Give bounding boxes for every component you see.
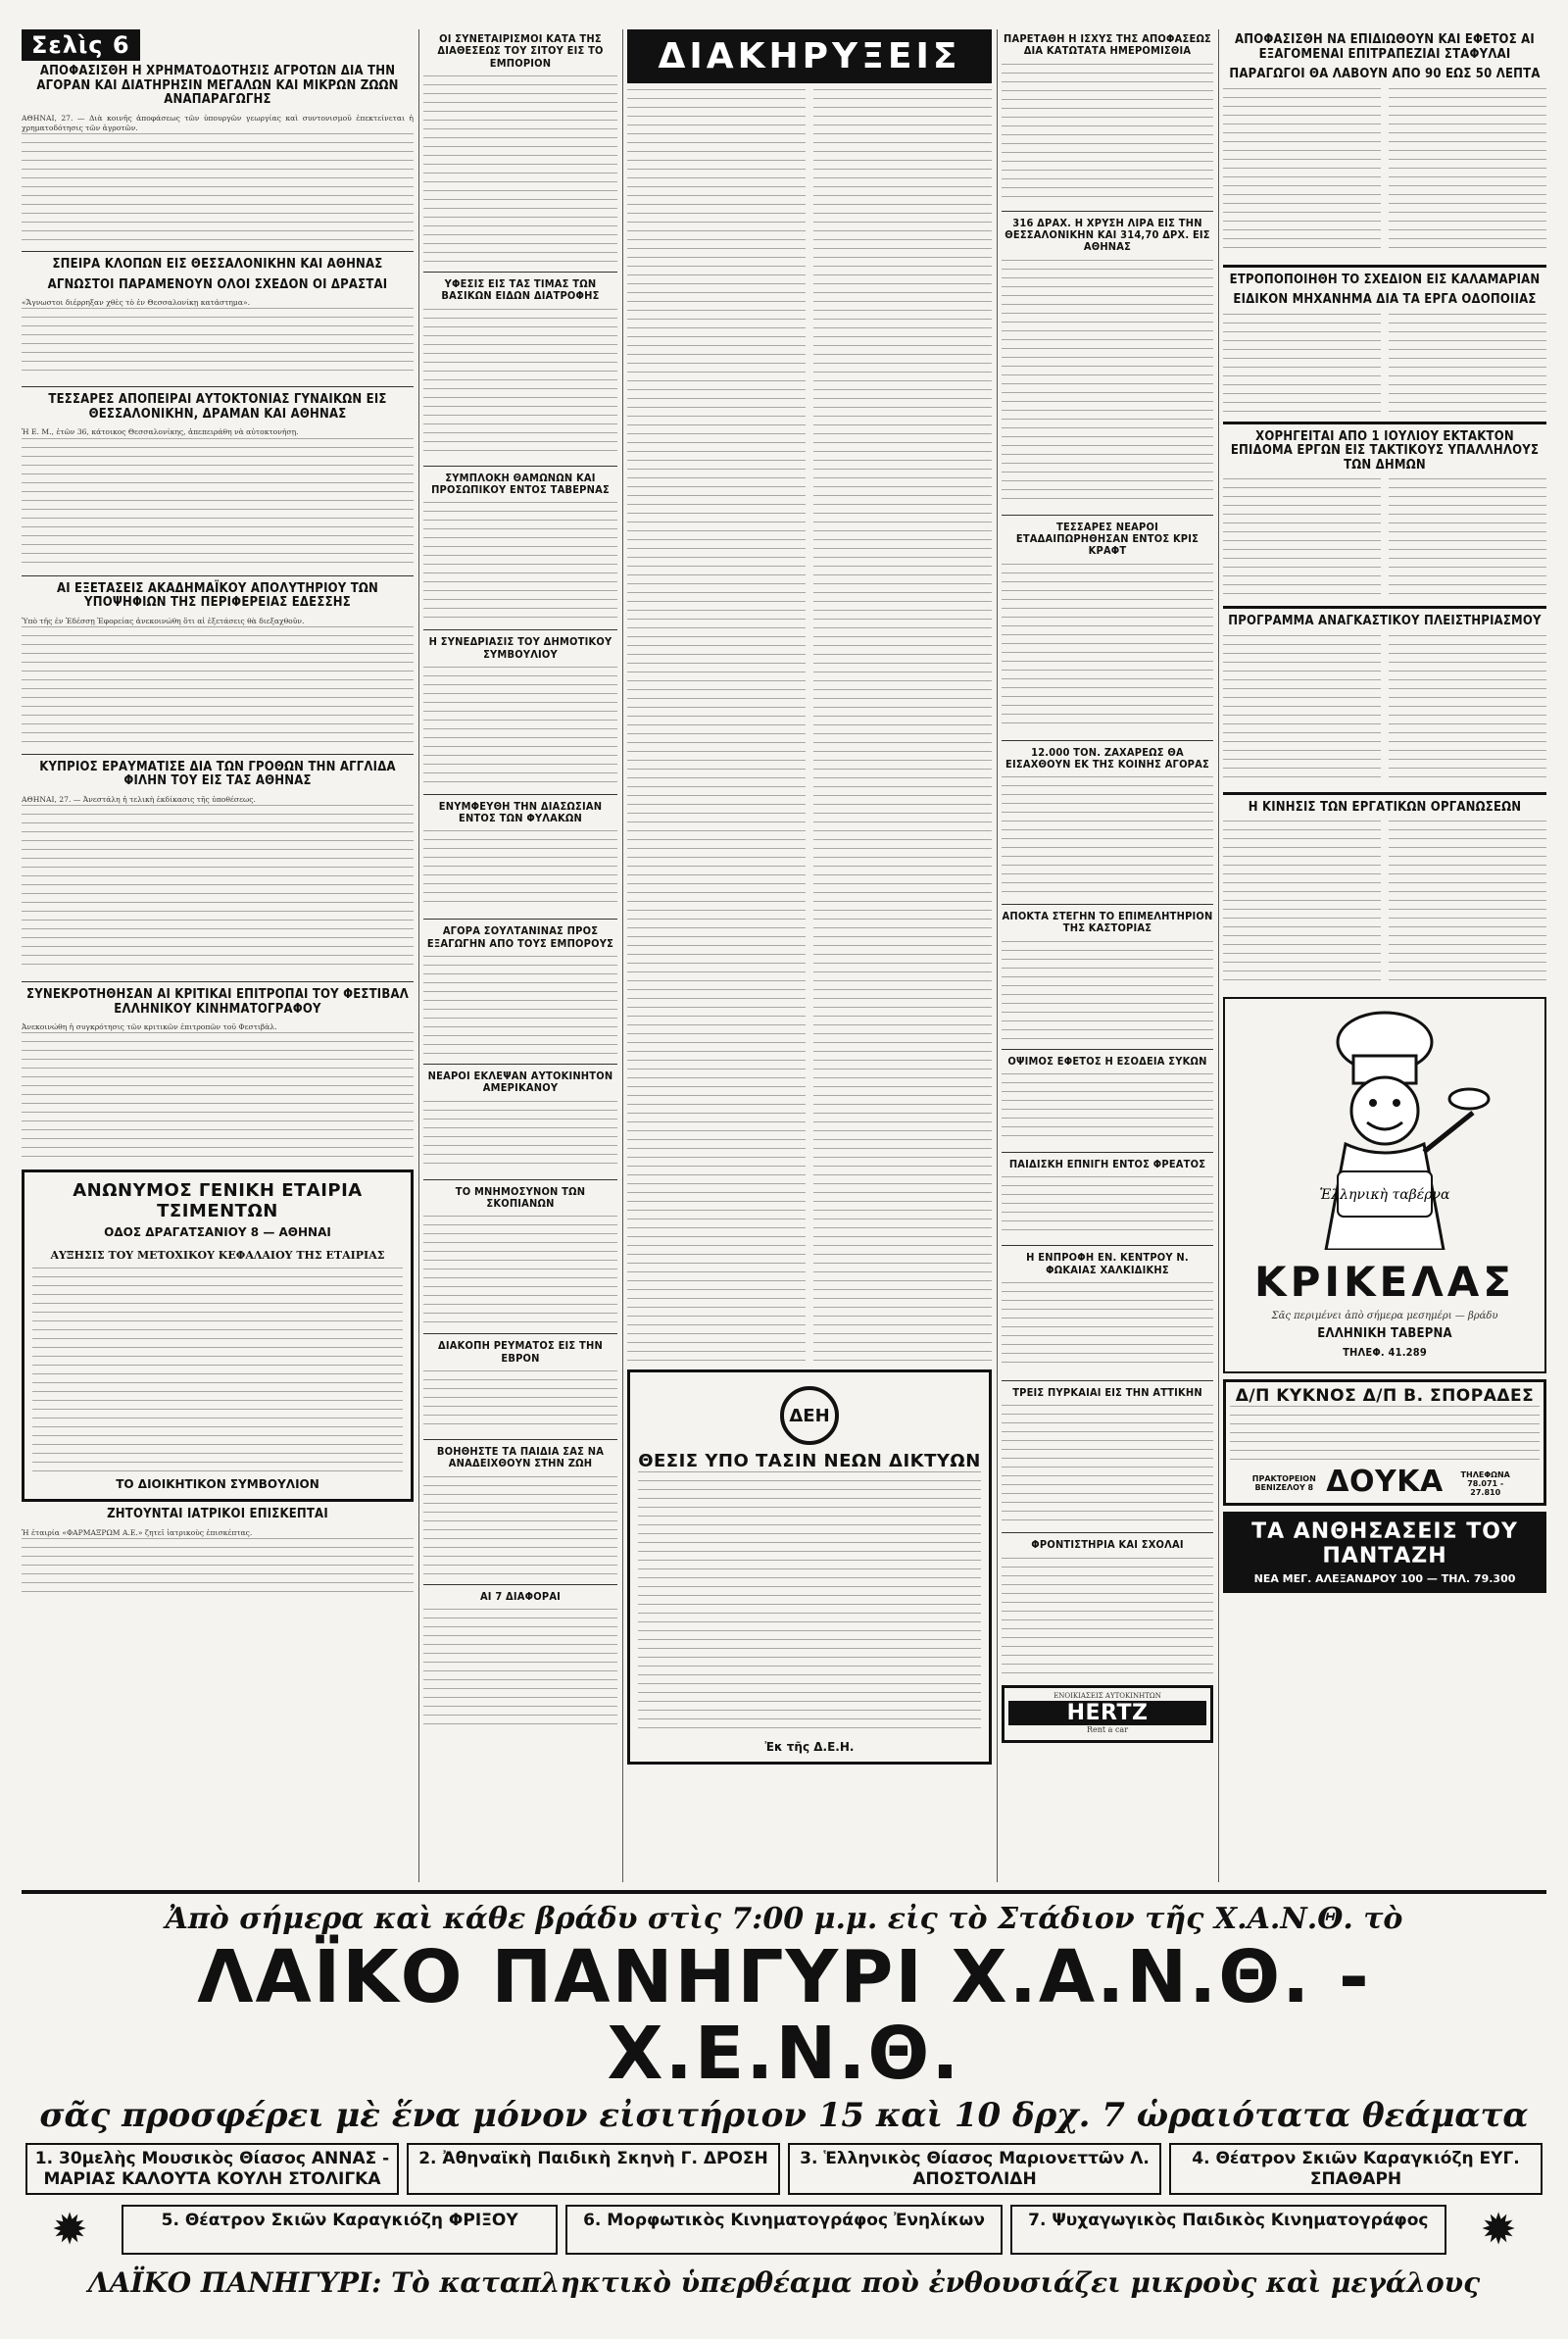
article [22,393,414,565]
subheadline: ΠΑΡΑΓΩΓΟΙ ΘΑ ΛΑΒΟΥΝ ΑΠΟ 90 ΕΩΣ 50 ΛΕΠΤΑ [1229,67,1541,82]
article-body-right [1389,821,1546,987]
ad-address: ΟΔΟΣ ΔΡΑΓΑΤΣΑΝΙΟΥ 8 — ΑΘΗΝΑΙ [104,1225,331,1240]
article-body-right [1389,88,1546,255]
ferry-phone: ΤΗΛΕΦΩΝΑ 78.071 - 27.810 [1460,1469,1510,1497]
shows-row-bottom [25,2205,1543,2255]
headline: ΔΙΑΚΟΠΗ ΡΕΥΜΑΤΟΣ ΕΙΣ ΤΗΝ ΕΒΡΟΝ [438,1339,603,1365]
article-body [22,438,414,566]
headline: ΑΙ ΕΞΕΤΑΣΕΙΣ ΑΚΑΔΗΜΑΪΚΟΥ ΑΠΟΛΥΤΗΡΙΟΥ ΤΩΝ ΥΠΟΨΗΦΙΩΝ ΤΗΣ ΠΕΡΙΦΕΡΕΙΑΣ ΕΔΕΣΣΗΣ [56,580,379,611]
divider [423,1179,617,1180]
article [423,33,617,262]
article-body [1002,1405,1213,1522]
subheadline: ΑΓΝΩΣΤΟΙ ΠΑΡΑΜΕΝΟΥΝ ΟΛΟΙ ΣΧΕΔΟΝ ΟΙ ΔΡΑΣΤΑΙ [47,276,388,292]
column-rule [997,29,998,1882]
shows-row-top [25,2143,1543,2195]
article-body [423,309,617,456]
ferry-office: ΠΡΑΚΤΟΡΕΙΟΝ ΒΕΝΙΖΕΛΟΥ 8 [1251,1474,1316,1493]
divider [423,1064,617,1065]
headline: ΟΙ ΣΥΝΕΤΑΙΡΙΣΜΟΙ ΚΑΤΑ ΤΗΣ ΔΙΑΘΕΣΕΩΣ ΤΟΥ ΣΙΤΟΥ ΕΙΣ ΤΟ ΕΜΠΟΡΙΟΝ [437,32,604,70]
divider [1002,1049,1213,1050]
article [22,65,414,241]
headline: ΒΟΗΘΗΣΤΕ ΤΑ ΠΑΙΔΙΑ ΣΑΣ ΝΑ ΑΝΑΔΕΙΧΘΟΥΝ ΣΤΗΝ ΖΩΗ [436,1444,605,1470]
divider [1002,904,1213,905]
article-lead: ΑΘΗΝΑΙ, 27. — Διὰ κοινῆς ἀποφάσεως τῶν ὑπουργῶν γεωργίας καὶ συντονισμοῦ ἐπεκτείνεται ἡ χρηματοδότησις τῶν ἀγροτῶν. [22,113,414,132]
article-body [423,1101,617,1170]
headline: ΣΥΝΕΚΡΟΤΗΘΗΣΑΝ ΑΙ ΚΡΙΤΙΚΑΙ ΕΠΙΤΡΟΠΑΙ ΤΟΥ ΦΕΣΤΙΒΑΛ ΕΛΛΗΝΙΚΟΥ ΚΙΝΗΜΑΤΟΓΡΑΦΟΥ [26,987,409,1017]
article-body [423,75,617,262]
dei-logo-icon: ΔΕΗ [780,1386,839,1445]
article-body [1002,64,1213,201]
column-4 [1002,29,1213,1882]
divider [1223,265,1546,268]
article [1002,522,1213,730]
divider [1223,422,1546,424]
dei-notice [627,1369,992,1765]
divider [423,466,617,467]
article-body [1002,1176,1213,1235]
banner-offer: σᾶς προσφέρει μὲ ἕνα μόνον εἰσιτήριον 15 καὶ 10 δρχ. 7 ὡραιότατα θεάματα [39,2096,1529,2136]
article-body-left [1223,88,1381,255]
article [1002,747,1213,895]
article-body [423,830,617,909]
headline: ΠΑΙΔΙΣΚΗ ΕΠΝΙΓΗ ΕΝΤΟΣ ΦΡΕΑΤΟΣ [1008,1158,1206,1171]
headline: ΦΡΟΝΤΙΣΤΗΡΙΑ ΚΑΙ ΣΧΟΛΑΙ [1031,1538,1184,1552]
article-body-left [1223,821,1381,987]
show-item: 7. Ψυχαγωγικὸς Παιδικὸς Κινηματογράφος [1010,2205,1446,2255]
article-body [423,667,617,784]
article-lead: Ἡ Ε. Μ., ἐτῶν 36, κάτοικος Θεσσαλονίκης, ἀπεπειράθη νὰ αὐτοκτονήσῃ. [22,427,299,437]
article [22,1508,414,1597]
article-body-left [1223,314,1381,412]
headline: Η ΣΥΝΕΔΡΙΑΣΙΣ ΤΟΥ ΔΗΜΟΤΙΚΟΥ ΣΥΜΒΟΥΛΙΟΥ [428,635,612,661]
divider [1002,1532,1213,1533]
article-body-left [1223,478,1381,596]
star-ornament-icon: ✹ [1480,2205,1517,2256]
headline: ΥΦΕΣΙΣ ΕΙΣ ΤΑΣ ΤΙΜΑΣ ΤΩΝ ΒΑΣΙΚΩΝ ΕΙΔΩΝ ΔΙΑΤΡΟΦΗΣ [441,276,600,303]
pantazi-title: ΤΑ ΑΝΘΗΣΑΣΕΙΣ ΤΟΥ ΠΑΝΤΑΖΗ [1251,1518,1518,1568]
headline: ΖΗΤΟΥΝΤΑΙ ΙΑΤΡΙΚΟΙ ΕΠΙΣΚΕΠΤΑΙ [107,1507,328,1522]
article [22,582,414,744]
dei-title: ΘΕΣΙΣ ΥΠΟ ΤΑΣΙΝ ΝΕΩΝ ΔΙΚΤΥΩΝ [638,1451,981,1471]
article-body [22,805,414,971]
column-rule [622,29,623,1882]
article [1223,801,1546,988]
divider [423,272,617,273]
show-item: 1. 30μελὴς Μουσικὸς Θίασος ΑΝΝΑΣ - ΜΑΡΙΑΣ ΚΑΛΟΥΤΑ ΚΟΥΛΗ ΣΤΟΛΙΓΚΑ [25,2143,399,2195]
article [22,988,414,1160]
article-body [22,1538,414,1597]
column-1 [22,29,414,1882]
headline: Η ΕΝΠΡΟΦΗ ΕΝ. ΚΕΝΤΡΟΥ Ν. ΦΩΚΑΙΑΣ ΧΑΛΚΙΔΙΚΗΣ [1026,1251,1189,1276]
article [423,1186,617,1324]
article-body [22,308,414,376]
article [1223,430,1546,597]
article [423,473,617,621]
show-item: 5. Θέατρον Σκιῶν Καραγκιόζη ΦΡΙΞΟΥ [122,2205,558,2255]
divider [1002,740,1213,741]
krikelas-name: ΚΡΙΚΕΛΑΣ [1254,1258,1515,1307]
article [22,258,414,376]
divider [1002,1152,1213,1153]
article-body [1002,941,1213,1039]
announcements-left [627,89,806,1364]
dei-body [638,1471,981,1736]
article-body-right [1389,635,1546,782]
article-lead: «Ἄγνωστοι διέρρηξαν χθὲς τὸ ἐν Θεσσαλονίκῃ κατάστημα». [22,298,251,308]
article-body [1223,88,1546,255]
show-item: 4. Θέατρον Σκιῶν Καραγκιόζη ΕΥΓ. ΣΠΑΘΑΡΗ [1169,2143,1543,2195]
headline: ΤΟ ΜΝΗΜΟΣΥΝΟΝ ΤΩΝ ΣΚΟΠΙΑΝΩΝ [455,1184,586,1210]
column-rule [418,29,419,1882]
article [1223,615,1546,782]
article-body [1002,1073,1213,1142]
article-body-right [1389,314,1546,412]
divider [1002,211,1213,212]
article-body [423,1476,617,1574]
headline: ΝΕΑΡΟΙ ΕΚΛΕΨΑΝ ΑΥΤΟΚΙΝΗΤΟΝ ΑΜΕΡΙΚΑΝΟΥ [427,1070,613,1095]
headline: ΠΑΡΕΤΑΘΗ Η ΙΣΧΥΣ ΤΗΣ ΑΠΟΦΑΣΕΩΣ ΔΙΑ ΚΑΤΩΤΑΤΑ ΗΜΕΡΟΜΙΣΘΙΑ [1003,32,1212,58]
article-lead: Ἡ ἐταιρία «ΦΑΡΜΑΞΡΩΜ Α.Ε.» ζητεῖ ἰατρικοὺς ἐπισκέπτας. [22,1527,253,1537]
ferry-agency-name: ΔΟΥΚΑ [1326,1464,1444,1499]
article-body [22,133,414,241]
hertz-ad [1002,1685,1213,1743]
headline: 316 ΔΡΑΧ. Η ΧΡΥΣΗ ΛΙΡΑ ΕΙΣ ΤΗΝ ΘΕΣΣΑΛΟΝΙΚΗΝ ΚΑΙ 314,70 ΔΡΧ. ΕΙΣ ΑΘΗΝΑΣ [1004,216,1210,254]
article [1002,1252,1213,1370]
ferry-title: Δ/Π ΚΥΚΝΟΣ Δ/Π Β. ΣΠΟΡΑΔΕΣ [1235,1385,1535,1406]
pantazi-address: ΝΕΑ ΜΕΓ. ΑΛΕΞΑΝΔΡΟΥ 100 — ΤΗΛ. 79.300 [1253,1571,1516,1585]
divider [423,1584,617,1585]
hertz-brand: HERTZ [1008,1701,1206,1725]
banner-slogan: ΛΑΪΚΟ ΠΑΝΗΓΥΡΙ: Τὸ καταπληκτικὸ ὑπερθέαμα ποὺ ἐνθουσιάζει μικροὺς καὶ μεγάλους [87,2266,1481,2300]
article [423,1591,617,1726]
article-body [1223,821,1546,987]
article-body [423,1609,617,1726]
ferry-agency [1230,1465,1540,1499]
ad-company-name: ΑΝΩΝΥΜΟΣ ΓΕΝΙΚΗ ΕΤΑΙΡΙΑ ΤΣΙΜΕΝΤΩΝ [73,1180,363,1222]
divider [423,794,617,795]
dei-signature: Ἐκ τῆς Δ.Ε.Η. [764,1740,855,1754]
column-rule [1218,29,1219,1882]
headline: ΣΥΜΠΛΟΚΗ ΘΑΜΩΝΩΝ ΚΑΙ ΠΡΟΣΩΠΙΚΟΥ ΕΝΤΟΣ ΤΑΒΕΡΝΑΣ [431,471,610,496]
ad-body [32,1268,403,1473]
article-body [423,1216,617,1323]
article [1002,1539,1213,1674]
article [1002,1056,1213,1142]
cement-company-ad [22,1170,414,1502]
article [1002,1159,1213,1235]
headline: ΣΠΕΙΡΑ ΚΛΟΠΩΝ ΕΙΣ ΘΕΣΣΑΛΟΝΙΚΗΝ ΚΑΙ ΑΘΗΝΑΣ [52,256,383,272]
article-lead: Ἀνεκοινώθη ἡ συγκρότησις τῶν κριτικῶν ἐπιτροπῶν τοῦ Φεστιβὰλ. [22,1022,277,1032]
article-lead: ΑΘΗΝΑΙ, 27. — Ἀνεστάλη ἡ τελικὴ ἐκδίκασις τῆς ὑποθέσεως. [22,794,256,804]
show-item: 3. Ἑλληνικὸς Θίασος Μαριονεττῶν Λ. ΑΠΟΣΤΟΛΙΔΗ [788,2143,1161,2195]
divider [1223,606,1546,609]
announcements-masthead: ΔΙΑΚΗΡΥΞΕΙΣ [627,29,992,83]
headline: ΤΕΣΣΑΡΕΣ ΝΕΑΡΟΙ ΕΤΑΔΑΙΠΩΡΗΘΗΣΑΝ ΕΝΤΟΣ ΚΡΙΣ ΚΡΑΦΤ [1015,520,1200,558]
article-body [1223,635,1546,782]
headline: ΑΠΟΦΑΣΙΣΘΗ ΝΑ ΕΠΙΔΙΩΘΟΥΝ ΚΑΙ ΕΦΕΤΟΣ ΑΙ ΕΞΑΓΟΜΕΝΑΙ ΕΠΙΤΡΑΠΕΖΙΑΙ ΣΤΑΦΥΛΑΙ [1235,32,1535,62]
krikelas-phone: ΤΗΛΕΦ. 41.289 [1343,1346,1427,1360]
tavern-sign-text: Ἑλληνικὴ ταβέρνα [1319,1187,1450,1204]
article [423,801,617,910]
article [423,636,617,784]
article-body [22,626,414,744]
divider [423,629,617,630]
hertz-top: ΕΝΟΙΚΙΑΣΕΙΣ ΑΥΤΟΚΙΝΗΤΩΝ [1054,1691,1161,1700]
divider [1002,515,1213,516]
headline: ΤΡΕΙΣ ΠΥΡΚΑΙΑΙ ΕΙΣ ΤΗΝ ΑΤΤΙΚΗΝ [1012,1386,1202,1399]
article [22,761,414,971]
article-body-right [1389,478,1546,596]
announcements-grid [627,89,992,1364]
article-body [1223,478,1546,596]
divider [22,754,414,755]
article-body [22,1032,414,1160]
show-item: 2. Ἀθηναϊκὴ Παιδικὴ Σκηνὴ Γ. ΔΡΟΣΗ [407,2143,780,2195]
ferry-body [1230,1406,1540,1465]
ad-signature: ΤΟ ΔΙΟΙΚΗΤΙΚΟΝ ΣΥΜΒΟΥΛΙΟΝ [116,1477,319,1492]
article-body [1002,776,1213,894]
column-5 [1223,29,1546,1882]
krikelas-tavern-ad [1223,997,1546,1372]
headline: ΑΠΟΦΑΣΙΣΘΗ Η ΧΡΗΜΑΤΟΔΟΤΗΣΙΣ ΑΓΡΟΤΩΝ ΔΙΑ ΤΗΝ ΑΓΟΡΑΝ ΚΑΙ ΔΙΑΤΗΡΗΣΙΝ ΜΕΓΑΛΩΝ ΚΑΙ ΜΙΚΡΩΝ ΖΩΩΝ ΑΝΑΠΑΡΑΓΩΓΗΣ [36,64,399,108]
headline: ΑΙ 7 ΔΙΑΦΟΡΑΙ [479,1589,562,1603]
hertz-sub: Rent a car [1086,1725,1129,1734]
divider [22,575,414,576]
banner-intro: Ἀπὸ σήμερα καὶ κάθε βράδυ στὶς 7:00 μ.μ. εἰς τὸ Στάδιον τῆς Χ.Α.Ν.Θ. τὸ [165,1902,1403,1936]
article-body [1002,564,1213,730]
headline: ΤΕΣΣΑΡΕΣ ΑΠΟΠΕΙΡΑΙ ΑΥΤΟΚΤΟΝΙΑΣ ΓΥΝΑΙΚΩΝ ΕΙΣ ΘΕΣΣΑΛΟΝΙΚΗΝ, ΔΡΑΜΑΝ ΚΑΙ ΑΘΗΝΑΣ [48,392,387,422]
headline: ΚΥΠΡΙΟΣ ΕΡΑΥΜΑΤΙΣΕ ΔΙΑ ΤΩΝ ΓΡΟΘΩΝ ΤΗΝ ΑΓΓΛΙΔΑ ΦΙΛΗΝ ΤΟΥ ΕΙΣ ΤΑΣ ΑΘΗΝΑΣ [39,759,396,789]
article-body [1002,260,1213,505]
chef-illustration-icon [1277,1005,1493,1250]
article-body-left [1223,635,1381,782]
article [1223,33,1546,255]
article [1002,911,1213,1039]
headline: ΕΤΡΟΠΟΠΟΙΗΘΗ ΤΟ ΣΧΕΔΙΟΝ ΕΙΣ ΚΑΛΑΜΑΡΙΑΝ [1229,272,1541,287]
headline: ΠΡΟΓΡΑΜΜΑ ΑΝΑΓΚΑΣΤΙΚΟΥ ΠΛΕΙΣΤΗΡΙΑΣΜΟΥ [1228,614,1542,629]
column-3 [627,29,992,1882]
banner-title: ΛΑΪΚΟ ΠΑΝΗΓΥΡΙ Χ.Α.Ν.Θ. - Χ.Ε.Ν.Θ. [197,1935,1371,2096]
divider [1002,1380,1213,1381]
article [1002,1387,1213,1522]
headline: 12.000 ΤΟΝ. ΖΑΧΑΡΕΩΣ ΘΑ ΕΙΣΑΧΘΟΥΝ ΕΚ ΤΗΣ ΚΟΙΝΗΣ ΑΓΟΡΑΣ [1005,745,1209,771]
columns [22,29,1546,1882]
article-body [423,956,617,1054]
ad-title: ΑΥΞΗΣΙΣ ΤΟΥ ΜΕΤΟΧΙΚΟΥ ΚΕΦΑΛΑΙΟΥ ΤΗΣ ΕΤΑΙΡΙΑΣ [50,1249,385,1263]
column-2 [423,29,617,1882]
divider [22,981,414,982]
kyknos-ferry-ad [1223,1379,1546,1506]
show-item: 6. Μορφωτικὸς Κινηματογράφος Ἐνηλίκων [565,2205,1002,2255]
article-body [1002,1558,1213,1675]
divider [1002,1245,1213,1246]
article [423,1070,617,1170]
subheadline: ΕΙΔΙΚΟΝ ΜΗΧΑΝΗΜΑ ΔΙΑ ΤΑ ΕΡΓΑ ΟΔΟΠΟΙΙΑΣ [1233,292,1537,308]
article [423,1446,617,1574]
krikelas-tagline: Σᾶς περιμένει ἀπὸ σήμερα μεσημέρι — βράδυ [1271,1311,1498,1322]
pantazi-ad [1223,1512,1546,1593]
article [1002,33,1213,201]
star-ornament-icon: ✹ [51,2205,88,2256]
divider [423,919,617,920]
headline: ΑΓΟΡΑ ΣΟΥΛΤΑΝΙΝΑΣ ΠΡΟΣ ΕΞΑΓΩΓΗΝ ΑΠΟ ΤΟΥΣ ΕΜΠΟΡΟΥΣ [426,924,614,950]
divider [22,386,414,387]
announcements-right [813,89,992,1364]
headline: ΑΠΟΚΤΑ ΣΤΕΓΗΝ ΤΟ ΕΠΙΜΕΛΗΤΗΡΙΟΝ ΤΗΣ ΚΑΣΤΟΡΙΑΣ [1002,910,1213,935]
article-body [423,502,617,620]
headline: ΟΨΙΜΟΣ ΕΦΕΤΟΣ Η ΕΣΟΔΕΙΑ ΣΥΚΩΝ [1007,1054,1207,1068]
article [423,925,617,1054]
article-lead: Ὑπὸ τῆς ἐν Ἐδέσσῃ Ἐφορείας ἀνεκοινώθη ὅτι αἱ ἐξετάσεις θὰ διεξαχθοῦν. [22,616,305,625]
article-body [1223,314,1546,412]
divider [22,251,414,252]
krikelas-type: ΕΛΛΗΝΙΚΗ ΤΑΒΕΡΝΑ [1317,1325,1452,1341]
divider [1223,792,1546,795]
divider [423,1333,617,1334]
article [1002,218,1213,505]
section-tag: Σελὶς 6 [22,29,140,61]
headline: ΧΟΡΗΓΕΙΤΑΙ ΑΠΟ 1 ΙΟΥΛΙΟΥ ΕΚΤΑΚΤΟΝ ΕΠΙΔΟΜΑ ΕΡΓΩΝ ΕΙΣ ΤΑΚΤΙΚΟΥΣ ΥΠΑΛΛΗΛΟΥΣ ΤΩΝ ΔΗΜΩΝ [1230,428,1540,473]
article [1223,274,1546,412]
headline: ΕΝΥΜΦΕΥΘΗ ΤΗΝ ΔΙΑΣΩΣΙΑΝ ΕΝΤΟΣ ΤΩΝ ΦΥΛΑΚΩΝ [438,799,603,825]
article-body [423,1370,617,1429]
article [423,278,617,456]
divider [423,1439,617,1440]
article [423,1340,617,1429]
headline: Η ΚΙΝΗΣΙΣ ΤΩΝ ΕΡΓΑΤΙΚΩΝ ΟΡΓΑΝΩΣΕΩΝ [1248,799,1522,815]
festival-banner [22,1890,1546,2321]
article-body [1002,1282,1213,1370]
